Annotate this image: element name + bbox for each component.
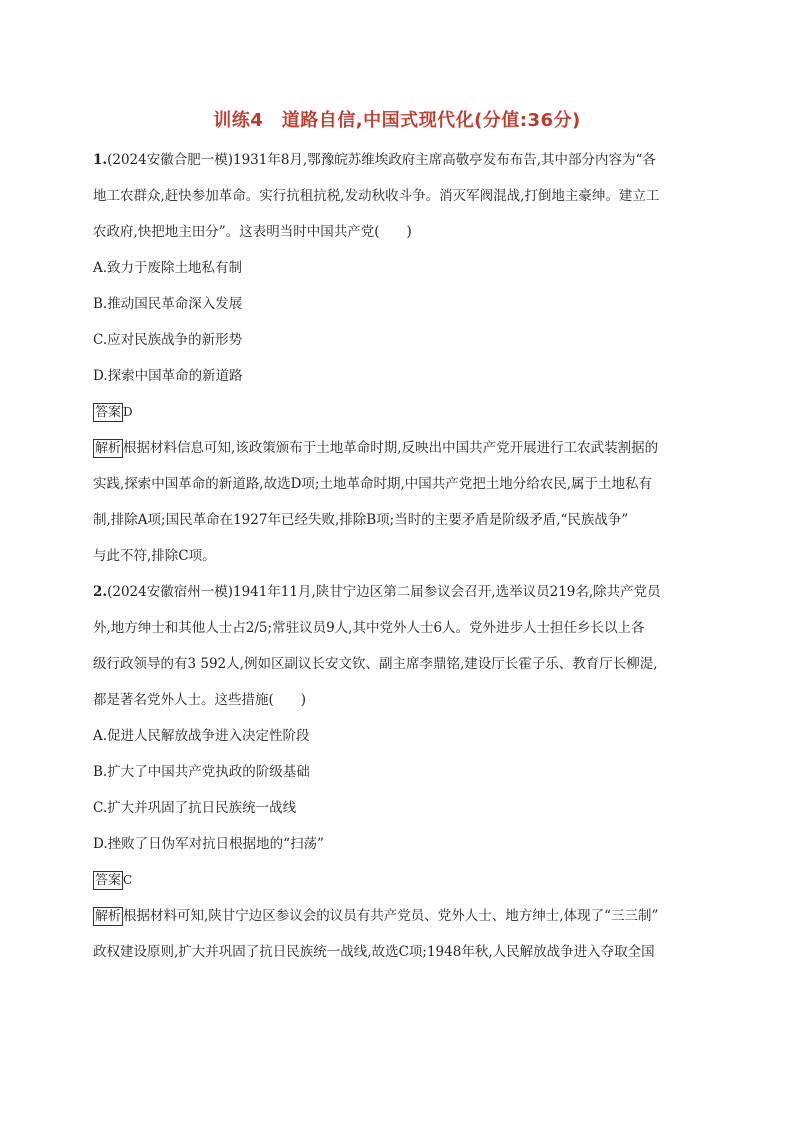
q1-answer-value: D — [123, 405, 133, 419]
q1-option-a: A.致力于废除土地私有制 — [93, 260, 243, 276]
q1-analysis-line-1: 解析 根据材料信息可知,该政策颁布于土地革命时期,反映出中国共产党开展进行工农武装割据的 — [95, 440, 659, 456]
q1-analysis-line-3: 制,排除A项;国民革命在1927年已经失败,排除B项;当时的主要矛盾是阶级矛盾,“民族战争” — [93, 512, 629, 528]
q2-option-c: C.扩大并巩固了抗日民族统一战线 — [93, 800, 297, 816]
q1-option-b: B.推动国民革命深入发展 — [93, 296, 243, 312]
q2-option-d: D.挫败了日伪军对抗日根据地的“扫荡” — [93, 836, 324, 852]
q1-answer — [93, 402, 703, 423]
q2-analysis-line-2: 政权建设原则,扩大并巩固了抗日民族统一战线,故选C项;1948年秋,人民解放战争进入夺取全国 — [93, 944, 655, 960]
q2-answer-value: C — [123, 873, 133, 887]
q1-option-d: D.探索中国革命的新道路 — [93, 368, 243, 384]
q2-line-1: 2.(2024安徽宿州一模)1941年11月,陕甘宁边区第二届参议会召开,选举议员219名,除共产党员 — [93, 584, 661, 600]
q2-answer — [93, 870, 703, 891]
q1-line-1: 1.(2024安徽合肥一模)1931年8月,鄂豫皖苏维埃政府主席高敬亭发布布告,其中部分内容为“各 — [93, 152, 656, 168]
q1-analysis-line-4: 与此不符,排除C项。 — [93, 548, 216, 564]
answer-tag: 答案 — [95, 405, 122, 420]
analysis-tag: 解析 — [95, 441, 122, 456]
q1-number: 1. — [93, 152, 108, 168]
q2-line-3: 级行政领导的有3 592人,例如区副议长安文钦、副主席李鼎铭,建设厅长霍子乐、教育厅长柳湜, — [93, 656, 658, 672]
analysis-tag: 解析 — [95, 909, 122, 924]
q1-analysis-line-2: 实践,探索中国革命的新道路,故选D项;土地革命时期,中国共产党把土地分给农民,属于土地私有 — [93, 476, 653, 492]
q2-line-4: 都是著名党外人士。这些措施( ) — [93, 692, 307, 708]
question-content — [93, 150, 703, 978]
page-title: 训练4 道路自信,中国式现代化(分值:36分) — [213, 110, 581, 131]
q2-option-b: B.扩大了中国共产党执政的阶级基础 — [93, 764, 310, 780]
q1-option-c: C.应对民族战争的新形势 — [93, 332, 243, 348]
q2-number: 2. — [93, 584, 108, 600]
q1-line-3: 农政府,快把地主田分”。这表明当时中国共产党( ) — [93, 224, 412, 240]
answer-tag: 答案 — [95, 873, 122, 888]
q2-analysis-line-1: 解析 根据材料可知,陕甘宁边区参议会的议员有共产党员、党外人士、地方绅士,体现了“三三制” — [95, 908, 659, 924]
q2-option-a: A.促进人民解放战争进入决定性阶段 — [93, 728, 310, 744]
q2-line-2: 外,地方绅士和其他人士占2/5;常驻议员9人,其中党外人士6人。党外进步人士担任乡长以上各 — [93, 620, 645, 636]
q1-line-2: 地工农群众,赶快参加革命。实行抗租抗税,发动秋收斗争。消灭军阀混战,打倒地主豪绅。建立工 — [93, 188, 660, 204]
